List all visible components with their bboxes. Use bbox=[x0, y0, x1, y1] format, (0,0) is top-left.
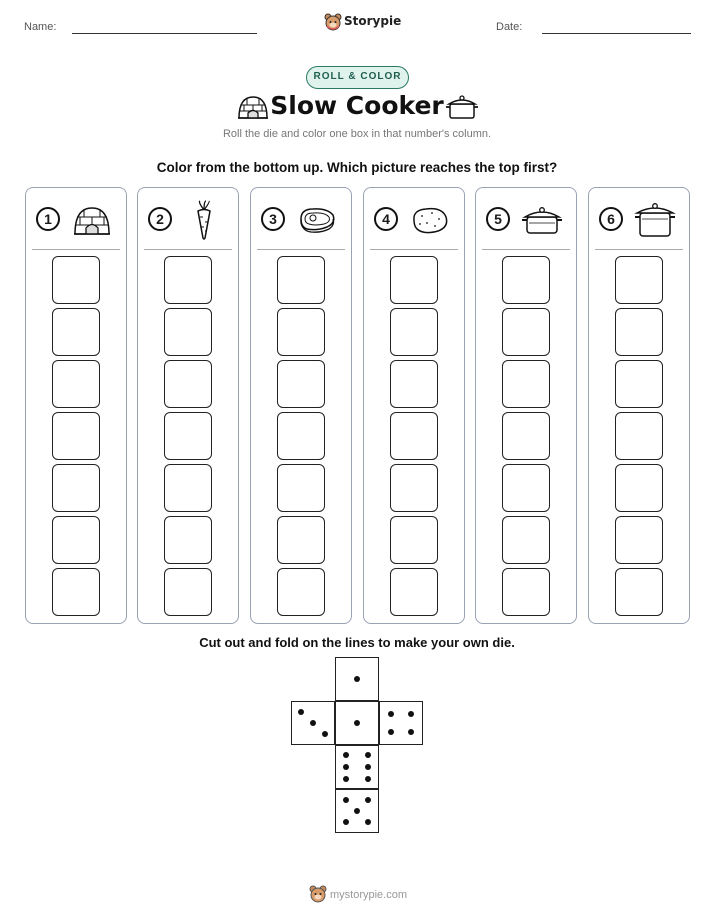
die-face-1 bbox=[335, 701, 379, 745]
die-pip bbox=[365, 764, 371, 770]
color-box[interactable] bbox=[277, 568, 325, 616]
color-box[interactable] bbox=[615, 256, 663, 304]
column-divider bbox=[482, 249, 570, 250]
column-divider bbox=[257, 249, 345, 250]
color-box[interactable] bbox=[277, 412, 325, 460]
color-box[interactable] bbox=[277, 516, 325, 564]
color-box[interactable] bbox=[164, 308, 212, 356]
die-pip bbox=[354, 808, 360, 814]
page-title: Slow Cooker bbox=[270, 91, 444, 120]
column-number: 4 bbox=[374, 207, 398, 231]
color-box[interactable] bbox=[502, 464, 550, 512]
column-number: 5 bbox=[486, 207, 510, 231]
die-pip bbox=[310, 720, 316, 726]
color-box[interactable] bbox=[502, 568, 550, 616]
column-number: 6 bbox=[599, 207, 623, 231]
die-pip bbox=[388, 729, 394, 735]
color-box[interactable] bbox=[52, 256, 100, 304]
color-box[interactable] bbox=[164, 412, 212, 460]
die-instruction: Cut out and fold on the lines to make your own die. bbox=[199, 635, 515, 650]
stockpot-icon bbox=[632, 199, 678, 241]
die-pip bbox=[388, 711, 394, 717]
brand-name: Storypie bbox=[344, 14, 402, 28]
color-box[interactable] bbox=[52, 516, 100, 564]
color-box[interactable] bbox=[52, 412, 100, 460]
die-pip bbox=[343, 797, 349, 803]
igloo-icon bbox=[69, 199, 115, 241]
color-box[interactable] bbox=[52, 464, 100, 512]
die-pip bbox=[365, 819, 371, 825]
igloo-icon bbox=[237, 93, 269, 121]
die-face-4 bbox=[379, 701, 423, 745]
color-box[interactable] bbox=[615, 516, 663, 564]
color-box[interactable] bbox=[390, 308, 438, 356]
pot-icon bbox=[445, 93, 479, 121]
color-box[interactable] bbox=[390, 568, 438, 616]
color-box[interactable] bbox=[164, 516, 212, 564]
color-box[interactable] bbox=[52, 568, 100, 616]
die-pip bbox=[365, 797, 371, 803]
die-face-6 bbox=[335, 745, 379, 789]
die-pip bbox=[408, 711, 414, 717]
steak-icon bbox=[294, 199, 340, 241]
potato-icon bbox=[407, 199, 453, 241]
color-box[interactable] bbox=[164, 256, 212, 304]
die-face-3 bbox=[291, 701, 335, 745]
roll-color-badge: ROLL & COLOR bbox=[306, 66, 409, 89]
color-box[interactable] bbox=[502, 516, 550, 564]
date-label: Date: bbox=[496, 21, 523, 33]
column-divider bbox=[370, 249, 458, 250]
die-pip bbox=[354, 676, 360, 682]
die-pip bbox=[365, 776, 371, 782]
die-pip bbox=[408, 729, 414, 735]
color-box[interactable] bbox=[390, 256, 438, 304]
die-pip bbox=[343, 776, 349, 782]
die-pip bbox=[365, 752, 371, 758]
die-pip bbox=[322, 731, 328, 737]
die-face-1 bbox=[335, 657, 379, 701]
color-box[interactable] bbox=[615, 568, 663, 616]
die-face-5 bbox=[335, 789, 379, 833]
color-box[interactable] bbox=[52, 308, 100, 356]
color-box[interactable] bbox=[277, 256, 325, 304]
color-box[interactable] bbox=[277, 464, 325, 512]
die-pip bbox=[354, 720, 360, 726]
color-box[interactable] bbox=[502, 360, 550, 408]
color-box[interactable] bbox=[615, 308, 663, 356]
footer-logo-icon bbox=[309, 885, 327, 903]
pot-icon bbox=[519, 199, 565, 241]
page-subtitle: Roll the die and color one box in that number's column. bbox=[222, 128, 492, 140]
footer-url: mystorypie.com bbox=[330, 889, 408, 901]
name-label: Name: bbox=[24, 21, 57, 33]
color-box[interactable] bbox=[615, 360, 663, 408]
date-line[interactable] bbox=[542, 33, 691, 34]
column-number: 1 bbox=[36, 207, 60, 231]
game-instruction: Color from the bottom up. Which picture reaches the top first? bbox=[156, 160, 558, 175]
storypie-bear-icon bbox=[324, 13, 342, 31]
die-pip bbox=[343, 764, 349, 770]
color-box[interactable] bbox=[502, 256, 550, 304]
die-pip bbox=[343, 752, 349, 758]
color-box[interactable] bbox=[164, 568, 212, 616]
die-pip bbox=[298, 709, 304, 715]
column-divider bbox=[595, 249, 683, 250]
color-box[interactable] bbox=[390, 360, 438, 408]
column-divider bbox=[144, 249, 232, 250]
color-box[interactable] bbox=[277, 360, 325, 408]
color-box[interactable] bbox=[390, 516, 438, 564]
color-box[interactable] bbox=[615, 412, 663, 460]
die-pip bbox=[343, 819, 349, 825]
carrot-icon bbox=[181, 199, 227, 241]
color-box[interactable] bbox=[390, 464, 438, 512]
color-box[interactable] bbox=[502, 308, 550, 356]
color-box[interactable] bbox=[277, 308, 325, 356]
color-box[interactable] bbox=[164, 464, 212, 512]
column-divider bbox=[32, 249, 120, 250]
color-box[interactable] bbox=[52, 360, 100, 408]
column-number: 2 bbox=[148, 207, 172, 231]
color-box[interactable] bbox=[502, 412, 550, 460]
color-box[interactable] bbox=[164, 360, 212, 408]
color-box[interactable] bbox=[390, 412, 438, 460]
column-number: 3 bbox=[261, 207, 285, 231]
name-line[interactable] bbox=[72, 33, 257, 34]
color-box[interactable] bbox=[615, 464, 663, 512]
